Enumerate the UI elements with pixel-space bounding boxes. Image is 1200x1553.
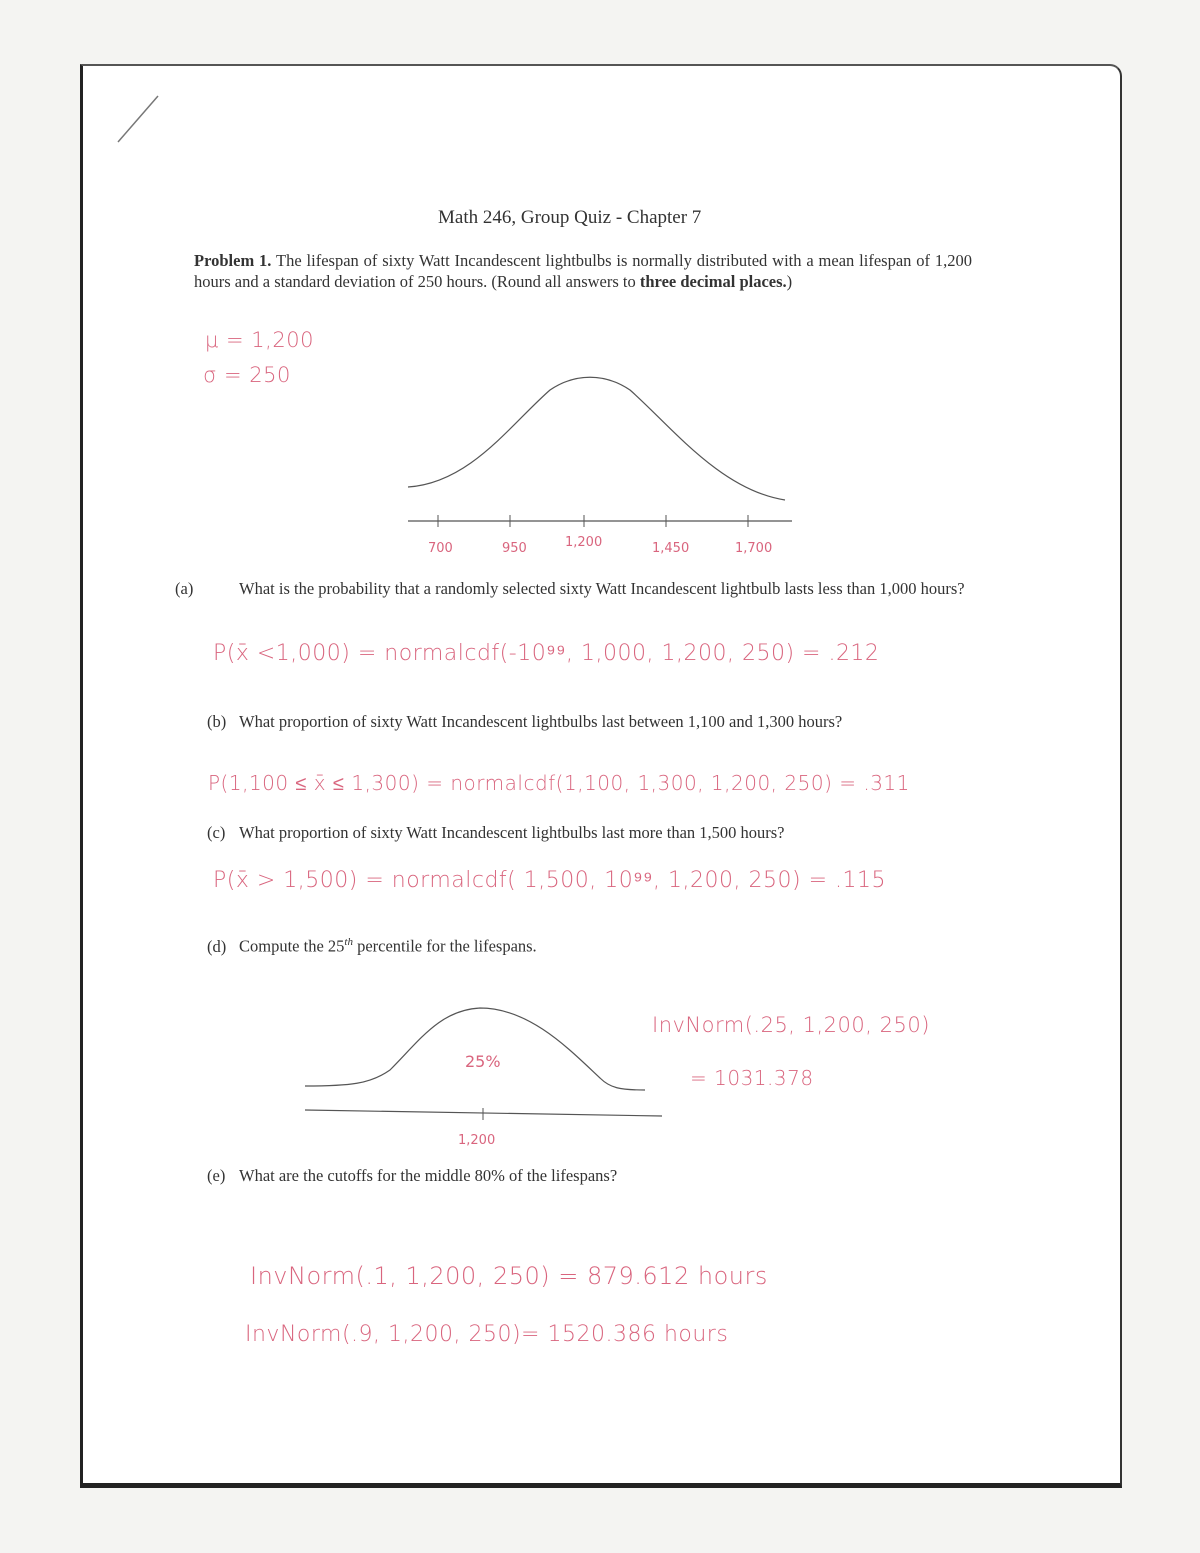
problem-label: Problem 1. [194, 251, 272, 270]
pencil-mark [110, 90, 170, 150]
question-c-label: (c) [207, 823, 226, 842]
answer-c: P(x̄ > 1,500) = normalcdf( 1,500, 10⁹⁹, 1,200, 250) = .115 [213, 868, 886, 893]
question-d-text-end: percentile for the lifespans. [352, 936, 537, 956]
curve1-tick-1200: 1,200 [565, 535, 603, 550]
answer-d-line2: = 1031.378 [690, 1066, 814, 1090]
normal-curve-sketch-2 [300, 1000, 670, 1160]
curve2-tick-1200: 1,200 [458, 1133, 496, 1148]
question-e-label: (e) [207, 1166, 226, 1185]
answer-e-line2: InvNorm(.9, 1,200, 250)= 1520.386 hours [245, 1322, 729, 1347]
question-c-text: What proportion of sixty Watt Incandescent lightbulbs last more than 1,500 hours? [239, 823, 785, 842]
question-e-text: What are the cutoffs for the middle 80% of the lifespans? [239, 1166, 618, 1185]
question-a [175, 578, 1004, 599]
problem-text: The lifespan of sixty Watt Incandescent lightbulbs is normally distributed with a mean lifespan of 1,200 hours and a standard deviation of 250 hours. (Round all answers to [194, 251, 973, 291]
answer-e-line1: InvNorm(.1, 1,200, 250) = 879.612 hours [250, 1262, 768, 1290]
question-d-text: Compute the 25 [239, 936, 345, 956]
question-a-label: (a) [175, 579, 194, 598]
answer-b: P(1,100 ≤ x̄ ≤ 1,300) = normalcdf(1,100, 1,300, 1,200, 250) = .311 [208, 771, 910, 795]
curve1-tick-1450: 1,450 [652, 541, 690, 556]
question-d-label: (d) [207, 936, 227, 956]
given-mu: μ = 1,200 [205, 328, 314, 352]
question-d [207, 932, 537, 957]
question-a-text: What is the probability that a randomly selected sixty Watt Incandescent lightbulb lasts less than 1,000 hours? [239, 579, 965, 598]
curve1-tick-700: 700 [428, 541, 453, 556]
question-c [207, 822, 785, 843]
curve2-center-label: 25% [465, 1052, 501, 1071]
normal-curve-sketch-1 [400, 365, 810, 565]
answer-a: P(x̄ <1,000) = normalcdf(-10⁹⁹, 1,000, 1,200, 250) = .212 [213, 641, 880, 666]
question-b-text: What proportion of sixty Watt Incandescent lightbulbs last between 1,100 and 1,300 hours? [239, 712, 843, 731]
given-sigma: σ = 250 [203, 363, 291, 387]
curve1-tick-950: 950 [502, 541, 527, 556]
curve1-tick-1700: 1,700 [735, 541, 773, 556]
quiz-title: Math 246, Group Quiz - Chapter 7 [438, 207, 702, 228]
question-d-sup: th [344, 936, 353, 948]
problem-statement [194, 250, 972, 292]
problem-bold-text: three decimal places. [639, 272, 787, 291]
problem-text-end: ) [786, 272, 793, 291]
answer-d-line1: InvNorm(.25, 1,200, 250) [652, 1013, 930, 1037]
question-b [207, 711, 842, 732]
question-e [207, 1165, 617, 1186]
question-b-label: (b) [207, 712, 227, 731]
